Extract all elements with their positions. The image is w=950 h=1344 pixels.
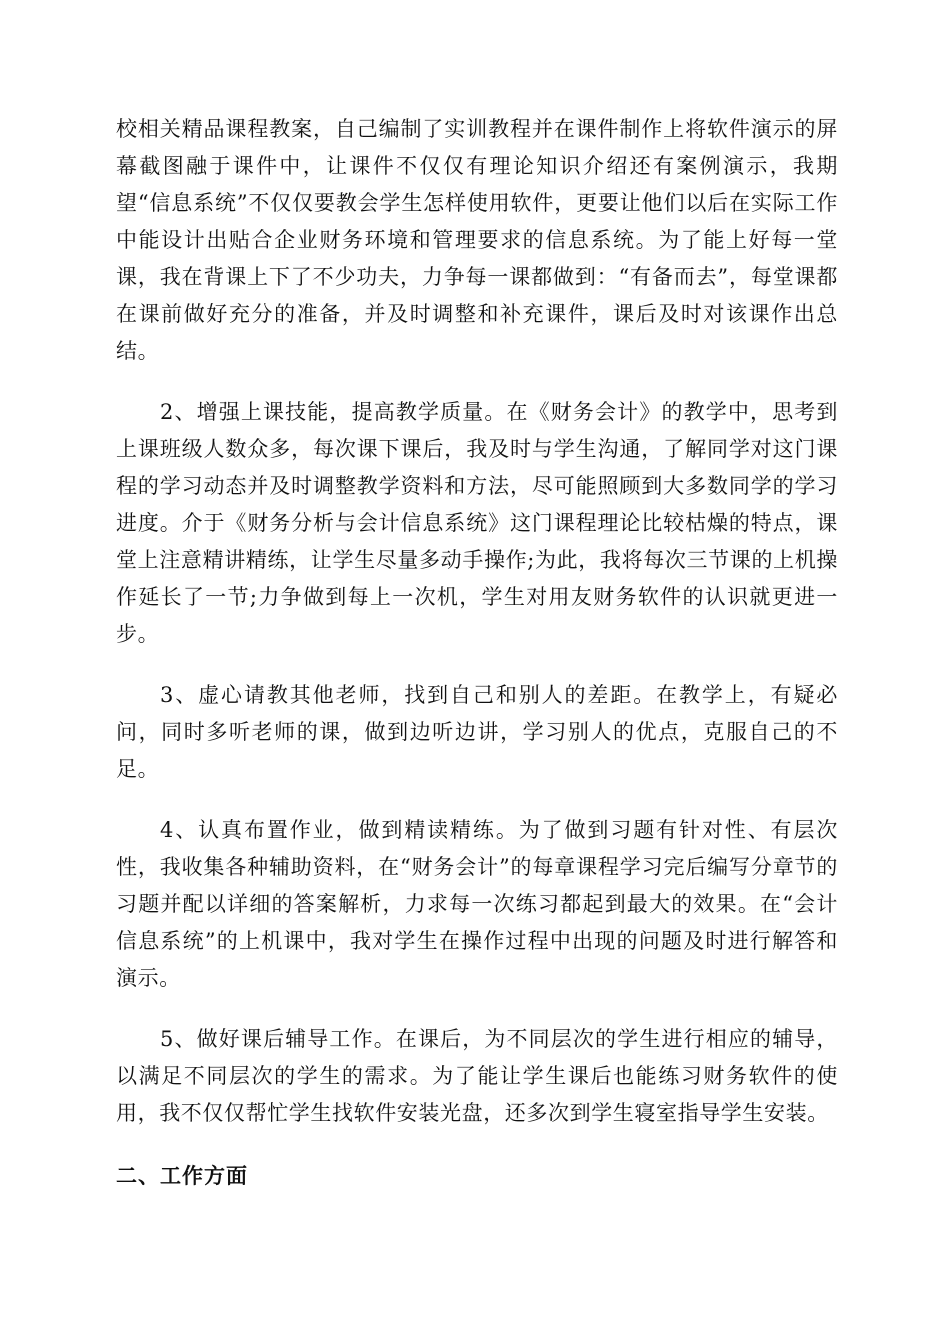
paragraph-item-3: 3、虚心请教其他老师，找到自己和别人的差距。在教学上，有疑必问，同时多听老师的课，做到边听边讲，学习别人的优点，克服自己的不足。: [116, 683, 838, 781]
paragraph-item-5: 5、做好课后辅导工作。在课后，为不同层次的学生进行相应的辅导，以满足不同层次的学生的需求。为了能让学生课后也能练习财务软件的使用，我不仅仅帮忙学生找软件安装光盘，还多次到学生寝室指导学生安装。: [116, 1027, 838, 1125]
section-heading: 二、工作方面: [116, 1164, 248, 1188]
paragraph-continuation: 校相关精品课程教案，自己编制了实训教程并在课件制作上将软件演示的屏幕截图融于课件中，让课件不仅仅有理论知识介绍还有案例演示，我期望“信息系统”不仅仅要教会学生怎样使用软件，更要让他们以后在实际工作中能设计出贴合企业财务环境和管理要求的信息系统。为了能上好每一堂课，我在背课上下了不少功夫，力争每一课都做到：“有备而去”，每堂课都在课前做好充分的准备，并及时调整和补充课件，课后及时对该课作出总结。: [116, 117, 838, 363]
document-body: [116, 111, 838, 1195]
paragraph-item-2: 2、增强上课技能，提高教学质量。在《财务会计》的教学中，思考到上课班级人数众多，每次课下课后，我及时与学生沟通，了解同学对这门课程的学习动态并及时调整教学资料和方法，尽可能照顾到大多数同学的学习进度。介于《财务分析与会计信息系统》这门课程理论比较枯燥的特点，课堂上注意精讲精练，让学生尽量多动手操作;为此，我将每次三节课的上机操作延长了一节;力争做到每上一次机，学生对用友财务软件的认识就更进一步。: [116, 400, 838, 646]
paragraph-item-4: 4、认真布置作业，做到精读精练。为了做到习题有针对性、有层次性，我收集各种辅助资料，在“财务会计”的每章课程学习完后编写分章节的习题并配以详细的答案解析，力求每一次练习都起到最大的效果。在“会计信息系统”的上机课中，我对学生在操作过程中出现的问题及时进行解答和演示。: [116, 818, 838, 990]
